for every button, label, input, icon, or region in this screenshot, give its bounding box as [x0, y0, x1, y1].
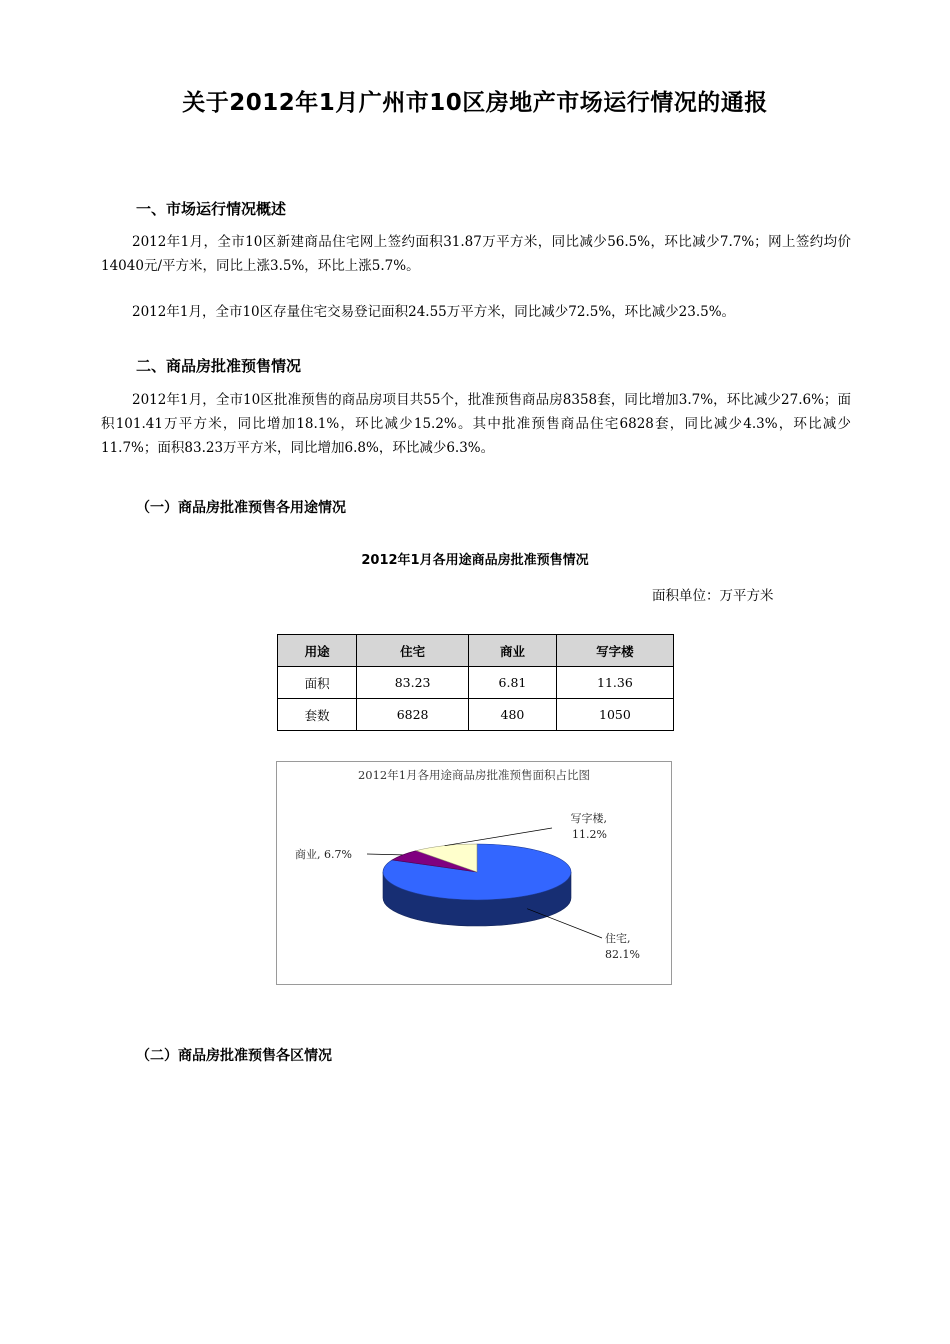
- table-header-cell: 写字楼: [556, 635, 673, 667]
- table-unit: 面积单位：万平方米: [652, 588, 774, 604]
- table-header-cell: 商业: [469, 635, 557, 667]
- subsection-1-heading: （一）商品房批准预售各用途情况: [136, 500, 346, 516]
- table-cell: 1050: [556, 699, 673, 731]
- leader-line-商业: [367, 854, 403, 855]
- table-caption: 2012年1月各用途商品房批准预售情况: [361, 553, 589, 568]
- section1-paragraph-1: 2012年1月，全市10区新建商品住宅网上签约面积31.87万平方米，同比减少56.5%，环比减少7.7%；网上签约均价14040元/平方米，同比上涨3.5%，环比上涨5.7%。: [101, 234, 851, 274]
- table-cell: 6828: [357, 699, 469, 731]
- chart-title: 2012年1月各用途商品房批准预售面积占比图: [357, 768, 591, 782]
- leader-line-写字楼: [445, 828, 552, 846]
- data-label-商业: 商业, 6.7%: [295, 848, 352, 861]
- table-header-cell: 用途: [278, 635, 357, 667]
- table-cell: 480: [469, 699, 557, 731]
- table-cell: 套数: [278, 699, 357, 731]
- data-label-住宅: 住宅, 82.1%: [605, 932, 640, 961]
- table-cell: 面积: [278, 667, 357, 699]
- table-row: [278, 699, 674, 731]
- pie-chart: [276, 761, 672, 985]
- subsection-2-heading: （二）商品房批准预售各区情况: [136, 1048, 332, 1064]
- section2-paragraph-1: 2012年1月，全市10区批准预售的商品房项目共55个，批准预售商品房8358套，同比增加3.7%，环比减少27.6%；面积101.41万平方米，同比增加18.1%，环比减少15.2%。其中批准预售商品住宅6828套，同比减少4.3%，环比减少11.7%；面积83.23万平方米，同比增加6.8%，环比减少6.3%。: [101, 392, 851, 456]
- table-header-cell: 住宅: [357, 635, 469, 667]
- table-row: [278, 667, 674, 699]
- table-cell: 83.23: [357, 667, 469, 699]
- section1-heading: 一、市场运行情况概述: [136, 200, 287, 218]
- data-label-写字楼: 写字楼, 11.2%: [570, 812, 607, 841]
- section2-heading: 二、商品房批准预售情况: [136, 357, 302, 375]
- pie-chart-svg: [277, 762, 671, 984]
- leader-line-住宅: [527, 909, 602, 938]
- table-cell: 6.81: [469, 667, 557, 699]
- table-cell: 11.36: [556, 667, 673, 699]
- table-header-row: [278, 635, 674, 667]
- section1-paragraph-2: 2012年1月，全市10区存量住宅交易登记面积24.55万平方米，同比减少72.5%，环比减少23.5%。: [132, 304, 736, 320]
- page-title: 关于2012年1月广州市10区房地产市场运行情况的通报: [182, 90, 768, 116]
- usage-table: [277, 634, 674, 731]
